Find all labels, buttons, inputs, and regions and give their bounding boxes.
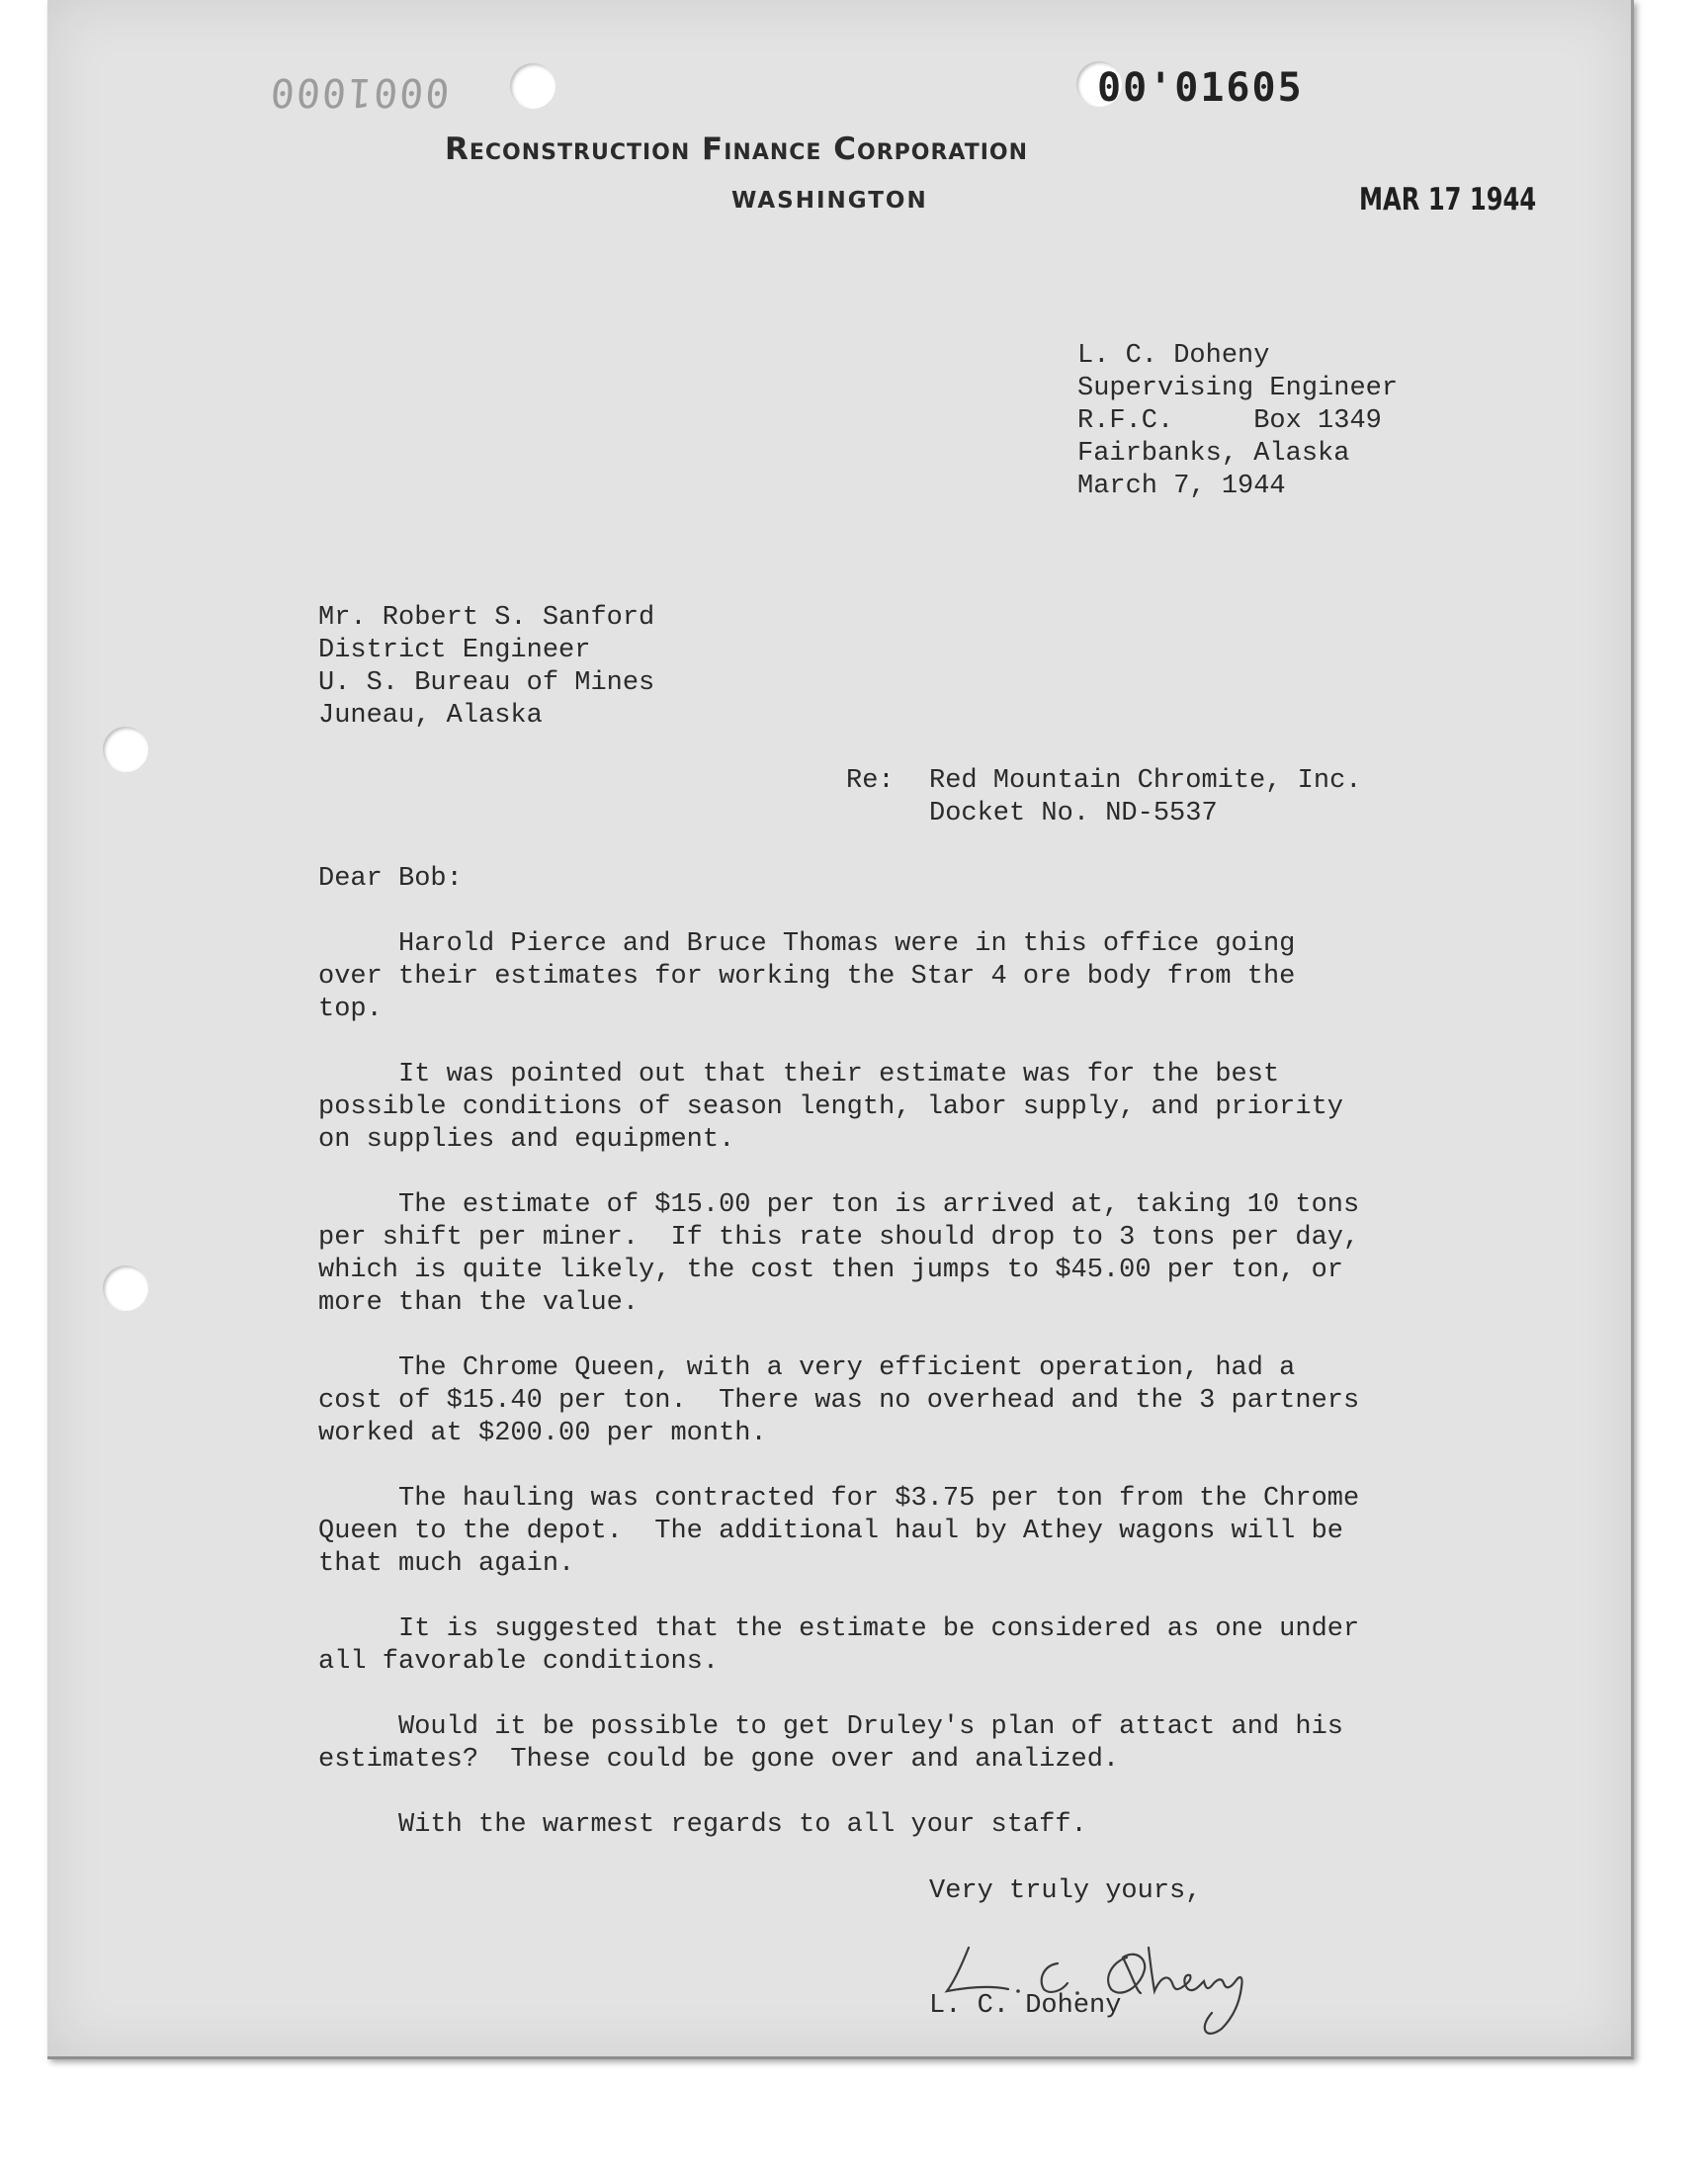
re-docket: Docket No. ND-5537 [929,799,1218,828]
letterhead-organization: Reconstruction Finance Corporation [445,131,1029,167]
faint-reversed-stamp-number: 0001000 [267,69,452,115]
signature-text: L. C. Doheny [939,1918,947,1919]
body-paragraph-2: It was pointed out that their estimate was for the best possible conditions of season length, labor supply, and priority on supplies and equipment. [318,1060,1343,1155]
sender-title: Supervising Engineer [1077,374,1399,403]
letterhead-city: WASHINGTON [731,188,928,214]
punch-hole-top-center [510,63,555,109]
sender-name: L. C. Doheny [1077,341,1270,371]
recipient-org: U. S. Bureau of Mines [318,668,655,698]
body-paragraph-7: Would it be possible to get Druley's plan of attact and his estimates? These could be gone over and analized. [318,1712,1343,1775]
punch-hole-left-lower [103,1265,148,1311]
re-label: Re: [846,766,895,796]
sender-org-box: R.F.C. Box 1349 [1077,406,1382,436]
typed-signature-name: L. C. Doheny [929,1991,1122,2021]
recipient-title: District Engineer [318,636,591,665]
document-number-stamp: 00'01605 [1097,65,1304,111]
re-company: Red Mountain Chromite, Inc. [929,766,1362,796]
punch-hole-left-upper [103,727,148,772]
recipient-name: Mr. Robert S. Sanford [318,603,655,633]
received-date-stamp: MAR 17 1944 [1359,182,1537,218]
complimentary-close: Very truly yours, [929,1876,1202,1906]
body-paragraph-1: Harold Pierce and Bruce Thomas were in this office going over their estimates for working the Star 4 ore body from the top. [318,929,1296,1024]
letter-date: March 7, 1944 [1077,472,1286,501]
salutation: Dear Bob: [318,864,463,894]
recipient-location: Juneau, Alaska [318,701,543,731]
body-paragraph-4: The Chrome Queen, with a very efficient operation, had a cost of $15.40 per ton. There was no overhead and the 3 partners worked at $200.00 per month. [318,1353,1360,1448]
sender-location: Fairbanks, Alaska [1077,439,1350,469]
body-paragraph-3: The estimate of $15.00 per ton is arrived at, taking 10 tons per shift per miner. If this rate should drop to 3 tons per day, which is quite likely, the cost then jumps to $45.00 per ton, or more than the value. [318,1190,1360,1318]
body-paragraph-8: With the warmest regards to all your staff. [318,1810,1087,1840]
body-paragraph-6: It is suggested that the estimate be considered as one under all favorable conditions. [318,1614,1360,1677]
body-paragraph-5: The hauling was contracted for $3.75 per ton from the Chrome Queen to the depot. The additional haul by Athey wagons will be that much again. [318,1484,1360,1579]
